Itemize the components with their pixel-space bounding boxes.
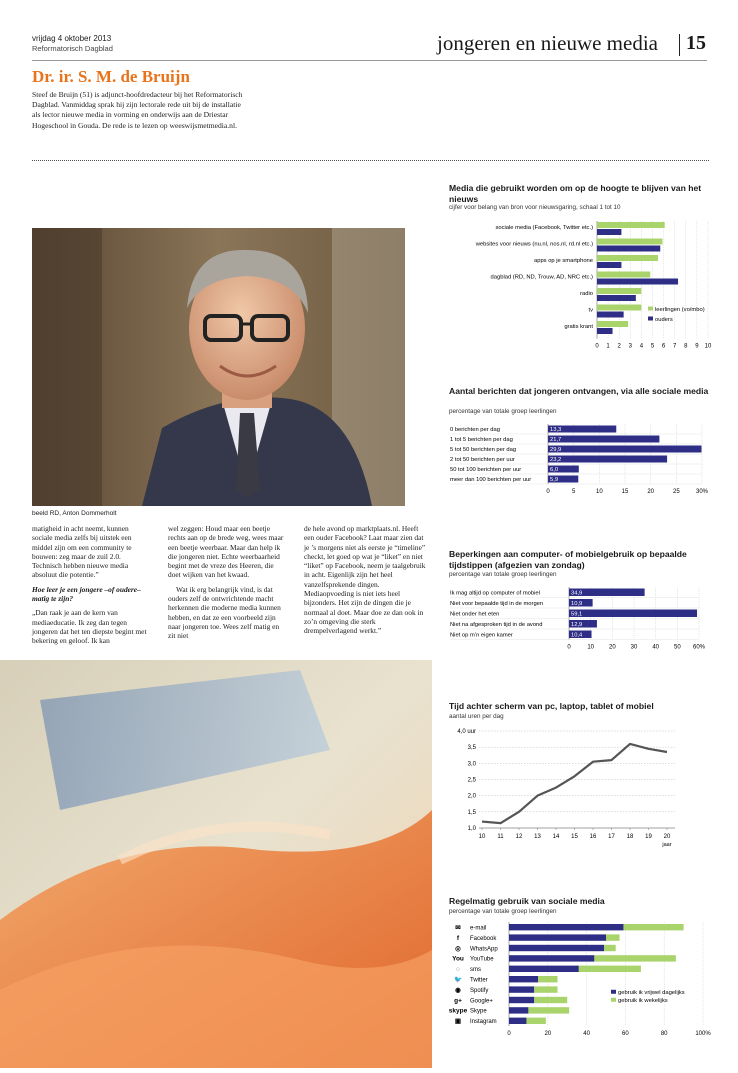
chart3-value-label: 59,1: [571, 611, 583, 618]
article-paragraph: de hele avond op marktplaats.nl. Heeft een ouder Facebook? Laat maar zien dat je ’s morgens niet als eerste je “timeline” checkt, let goed op wat je “liket” en niet “liket” op Facebook, neem je taalgebruik in acht. Eigenlijk zijn het heel vanzelfsprekende dingen. Mediaopvoeding is niet iets heel bijzonders. Het zijn de dingen die je normaal al doet. Maar doe ze dan ook in zo’n omgeving die sterk drempelverlagend werkt.”: [304, 524, 426, 636]
chart2-category-label: 2 tot 50 berichten per uur: [450, 457, 515, 463]
chart1-category-label: dagblad (RD, ND, Trouw, AD, NRC etc.): [490, 274, 593, 281]
chart5-tick-label: 0: [507, 1031, 511, 1037]
chart5-bar-daily: [509, 966, 579, 972]
chart1-tick-label: 0: [595, 343, 599, 350]
chart3-title: Beperkingen aan computer- of mobielgebruik op bepaalde tijdstippen (afgezien van zondag): [449, 549, 687, 570]
chart5-bar-daily: [509, 1007, 528, 1013]
chart5-bar-daily: [509, 986, 534, 992]
chart5-bar-weekly: [606, 934, 620, 940]
chart5-bar-weekly: [534, 986, 557, 992]
chart5-category-label: YouTube: [470, 956, 494, 963]
portrait-photo: [32, 228, 405, 506]
skype-icon: skype: [448, 1007, 468, 1015]
chart5-category-label: sms: [470, 967, 481, 974]
chart5-bar-weekly: [534, 997, 567, 1003]
dotted-divider: [32, 160, 709, 161]
chart5-category-label: Skype: [470, 1008, 487, 1015]
chart3-category-label: Niet onder het eten: [450, 611, 500, 618]
article-paragraph: „Dan raak je aan de kern van mediaeducatie. Ik zeg dan tegen jongeren dat het ten diepste begint met bekering en geloof. Ik kan: [32, 608, 147, 646]
chart5-legend-label: gebruik ik vrijwel dagelijks: [618, 989, 685, 996]
chart5-category-label: Twitter: [470, 977, 488, 984]
instagram-icon: ▣: [454, 1018, 462, 1026]
chart4-ytick-label: 1,5: [467, 809, 476, 816]
chart2-value-label: 13,3: [550, 427, 562, 434]
chart1-bar-leerlingen: [597, 272, 650, 278]
chart1-bar-leerlingen: [597, 222, 665, 228]
chart1-bar-leerlingen: [597, 255, 658, 261]
chart1-legend-swatch: [648, 307, 653, 311]
chart1-tick-label: 10: [704, 343, 712, 350]
interview-question: Hoe leer je een jongere –of oudere– matig te zijn?: [32, 584, 141, 604]
chart2-bar: [548, 456, 667, 463]
chart3-category-label: Niet voor bepaalde tijd in de morgen: [450, 600, 544, 607]
section-title: jongeren en nieuwe media: [437, 31, 658, 55]
newspaper-name: Reformatorisch Dagblad: [32, 44, 113, 53]
chart3-value-label: 34,9: [571, 590, 583, 597]
chart5-legend-swatch: [611, 998, 616, 1002]
chart5-tick-label: 80: [660, 1031, 668, 1037]
sms-icon: ◌: [456, 966, 460, 974]
chart3-bar: [569, 610, 697, 618]
chart5-category-label: Google+: [470, 998, 493, 1005]
chart1-category-label: gratis krant: [564, 324, 593, 330]
chart1-title: Media die gebruikt worden om op de hoogte te blijven van het nieuws: [449, 183, 702, 204]
chart2-tick-label: 15: [621, 489, 629, 495]
chart5-legend-label: gebruik ik wekelijks: [618, 997, 668, 1004]
article-paragraph: matigheid in acht neemt, kunnen sociale media zelfs bij uitstek een middel zijn om een community te bouwen: zeg maar de zuil 2.0. Technisch hebben nieuwe media absoluut die potentie.”: [32, 524, 132, 580]
chart3-value-label: 12,9: [571, 622, 583, 629]
chart5-bar-daily: [509, 945, 604, 951]
chart5-category-label: Facebook: [470, 935, 497, 942]
chart5-bar-weekly: [594, 955, 675, 961]
chart1-bar-ouders: [597, 328, 613, 334]
chart3-tick-label: 0: [567, 644, 571, 651]
chart1-tick-label: 3: [628, 343, 632, 350]
chart3-value-label: 10,4: [571, 632, 583, 639]
chart1-bar-leerlingen: [597, 239, 662, 245]
chart1-category-label: tv: [588, 307, 593, 314]
facebook-icon: f: [456, 934, 460, 942]
youtube-icon: You: [452, 955, 464, 963]
chart5-legend-swatch: [611, 990, 616, 994]
spotify-icon: ◉: [455, 986, 461, 994]
chart1-category-label: radio: [580, 291, 593, 297]
chart3-tick-label: 20: [608, 644, 616, 651]
chart5-category-label: Spotify: [470, 987, 489, 994]
chart4-ytick-label: 3,0: [467, 761, 476, 768]
chart4-xtick-label: 15: [571, 834, 578, 840]
chart2-bar: [548, 436, 659, 443]
chart5-category-label: WhatsApp: [470, 946, 498, 953]
chart4-xlabel: jaar: [662, 842, 672, 848]
chart4-ytick-label: 4,0 uur: [457, 729, 476, 735]
chart4-ytick-label: 1,0: [467, 826, 476, 832]
chart3-tick-label: 60%: [692, 644, 706, 651]
chart1-bar-leerlingen: [597, 305, 641, 311]
chart3-category-label: Ik mag altijd op computer of mobiel: [450, 590, 540, 597]
chart1-svg: [440, 215, 725, 350]
chart5-bar-weekly: [528, 1007, 569, 1013]
chart5-bar-daily: [509, 924, 623, 930]
article-paragraph: wel zeggen: Houd maar een beetje rechts aan op de brede weg, wees maar een beetje weerbaar. Maar dan help ik die jongeren niet. Echte weerbaarheid begint met de vreze des Heeren, die doet wijken van het kwaad.: [168, 524, 284, 580]
chart1-tick-label: 9: [695, 343, 699, 350]
chart5-tick-label: 60: [622, 1031, 629, 1037]
chart3-category-label: Niet na afgesproken tijd in de avond: [450, 621, 543, 628]
chart4-xtick-label: 13: [534, 834, 541, 840]
chart3-svg: [440, 583, 725, 653]
chart2-tick-label: 5: [571, 489, 576, 495]
chart4-ytick-label: 2,5: [467, 777, 476, 784]
chart5-tick-label: 40: [583, 1031, 590, 1037]
chart5-bar-daily: [509, 934, 606, 940]
chart2-value-label: 23,2: [550, 457, 562, 464]
article-paragraph: Wat ik erg belangrijk vind, is dat ouders zelf de ontwrichtende macht herkennen die moderne media kunnen hebben, en dat ze een voorbeeld zijn naar jongeren toe. Wees zelf matig en zit niet: [168, 584, 281, 641]
article-column-3: [304, 524, 426, 641]
whatsapp-icon: ◎: [455, 945, 461, 953]
chart4-xtick-label: 19: [645, 834, 652, 840]
chart2-tick-label: 30%: [695, 489, 709, 495]
chart3-tick-label: 10: [587, 644, 595, 651]
chart1-bar-ouders: [597, 262, 621, 268]
header-divider: [679, 34, 680, 56]
chart4-xtick-label: 20: [663, 834, 671, 840]
page-number: 15: [686, 32, 706, 54]
chart4-xtick-label: 12: [515, 834, 523, 840]
chart1-bar-leerlingen: [597, 288, 641, 294]
chart5-bar-daily: [509, 997, 534, 1003]
chart4-svg: [440, 722, 725, 852]
header-rule: [32, 60, 707, 61]
chart1-legend-label: ouders: [655, 317, 673, 323]
chart1-category-label: websites voor nieuws (nu.nl, nos.nl, rd.nl etc.): [475, 241, 593, 248]
chart1-bar-ouders: [597, 295, 636, 301]
chart1-bar-ouders: [597, 312, 624, 318]
envelope-icon: ✉: [455, 924, 461, 932]
chart2-bar: [548, 446, 701, 453]
chart4-xtick-label: 14: [552, 834, 560, 840]
chart3-subtitle: percentage van totale groep leerlingen: [449, 571, 557, 578]
chart5-bar-daily: [509, 1018, 526, 1024]
chart5-bar-daily: [509, 976, 538, 982]
chart5-bar-weekly: [623, 924, 683, 930]
chart1-tick-label: 1: [606, 343, 610, 350]
chart5-category-label: e-mail: [470, 925, 487, 932]
chart3-value-label: 10,9: [571, 601, 583, 608]
chart5-category-label: Instagram: [470, 1019, 497, 1026]
chart4-xtick-label: 11: [497, 834, 504, 840]
chart2-tick-label: 25: [672, 489, 680, 495]
chart4-xtick-label: 10: [478, 834, 486, 840]
chart5-bar-daily: [509, 955, 594, 961]
chart1-tick-label: 7: [673, 343, 677, 350]
chart5-bar-weekly: [526, 1018, 545, 1024]
chart2-category-label: 50 tot 100 berichten per uur: [450, 467, 522, 473]
author-name: Dr. ir. S. M. de Bruijn: [32, 67, 190, 86]
chart5-bar-weekly: [579, 966, 641, 972]
chart4-ytick-label: 3,5: [467, 745, 476, 752]
chart1-tick-label: 5: [650, 343, 655, 350]
chart4-xtick-label: 17: [608, 834, 615, 840]
chart2-subtitle: percentage van totale groep leerlingen: [449, 408, 557, 415]
chart1-bar-ouders: [597, 279, 678, 285]
chart2-value-label: 21,7: [550, 437, 562, 444]
chart5-tick-label: 100%: [695, 1031, 711, 1037]
chart1-bar-ouders: [597, 246, 660, 252]
chart2-value-label: 5,9: [550, 477, 559, 484]
chart2-value-label: 6,0: [550, 467, 559, 474]
chart1-tick-label: 8: [684, 343, 688, 350]
issue-date: vrijdag 4 oktober 2013: [32, 34, 112, 43]
article-column-1: [32, 524, 150, 651]
chart2-category-label: 1 tot 5 berichten per dag: [450, 437, 513, 443]
chart4-series-line: [482, 744, 667, 823]
photo-caption: beeld RD, Anton Dommerholt: [32, 510, 117, 517]
article-column-2: [168, 524, 286, 646]
google-plus-icon: g+: [454, 997, 462, 1005]
chart4-xtick-label: 16: [589, 834, 597, 840]
chart1-category-label: sociale media (Facebook, Twitter etc.): [495, 225, 593, 231]
chart2-tick-label: 20: [647, 489, 655, 495]
chart3-category-label: Niet op m’n eigen kamer: [450, 632, 513, 639]
chart1-subtitle: cijfer voor belang van bron voor nieuwsgaring, schaal 1 tot 10: [449, 204, 621, 211]
author-bio: Steef de Bruijn (51) is adjunct-hoofdredacteur bij het Reformatorisch Dagblad. Vanmiddag sprak hij zijn lectorale rede uit bij de installatie als lector nieuwe media in vorming en onderwijs aan de Driestar Hogeschool in Gouda. De rede is te lezen op weeswijsmetmedia.nl.: [32, 90, 243, 130]
chart1-legend-swatch: [648, 317, 653, 321]
chart5-bar-weekly: [538, 976, 557, 982]
hand-smartphone-photo: [0, 660, 432, 1068]
chart1-bar-leerlingen: [597, 321, 628, 327]
chart1-tick-label: 6: [661, 343, 666, 350]
chart3-tick-label: 50: [673, 644, 681, 651]
chart4-ytick-label: 2,0: [467, 793, 476, 800]
chart2-tick-label: 10: [595, 489, 603, 495]
chart2-svg: [440, 420, 725, 500]
chart1-category-label: apps op je smartphone: [534, 258, 593, 264]
chart5-tick-label: 20: [544, 1031, 552, 1037]
chart3-tick-label: 40: [652, 644, 660, 651]
chart4-title: Tijd achter scherm van pc, laptop, tablet of mobiel: [449, 701, 654, 711]
chart5-title: Regelmatig gebruik van sociale media: [449, 896, 605, 906]
twitter-icon: 🐦: [453, 976, 463, 984]
chart3-tick-label: 30: [630, 644, 638, 651]
chart4-subtitle: aantal uren per dag: [449, 713, 504, 720]
chart1-tick-label: 2: [617, 343, 621, 350]
chart1-tick-label: 4: [639, 343, 644, 350]
chart2-category-label: meer dan 100 berichten per uur: [450, 477, 532, 483]
chart2-category-label: 0 berichten per dag: [450, 427, 500, 433]
chart2-value-label: 29,9: [550, 447, 562, 454]
chart4-xtick-label: 18: [626, 834, 634, 840]
chart1-legend-label: leerlingen (vo/mbo): [655, 307, 705, 313]
chart2-category-label: 5 tot 50 berichten per dag: [450, 447, 517, 453]
chart5-svg: [440, 918, 725, 1038]
chart5-bar-weekly: [604, 945, 616, 951]
chart5-subtitle: percentage van totale groep leerlingen: [449, 908, 557, 915]
chart2-title: Aantal berichten dat jongeren ontvangen, via alle sociale media: [449, 386, 709, 396]
chart2-tick-label: 0: [546, 489, 550, 495]
chart1-bar-ouders: [597, 229, 621, 235]
